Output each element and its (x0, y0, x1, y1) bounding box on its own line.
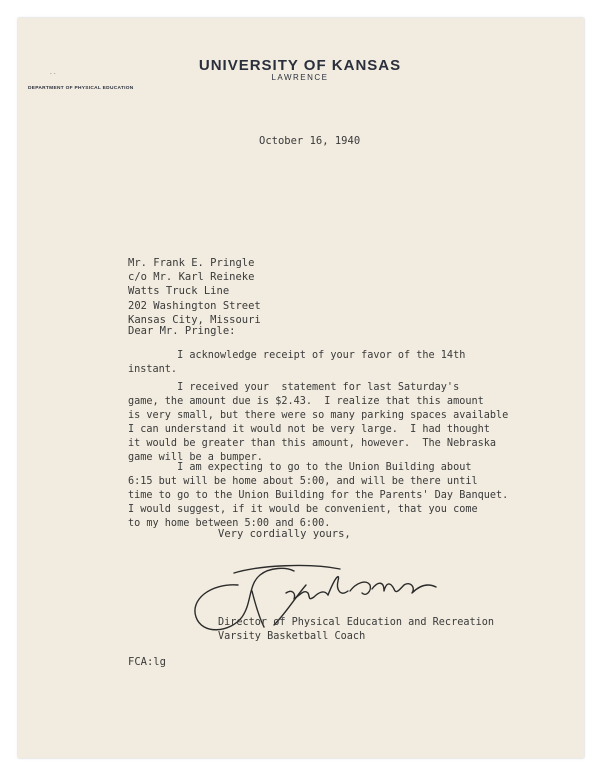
text-line: 6:15 but will be home about 5:00, and will be there until (128, 476, 478, 487)
reference-initials: FCA:lg (128, 656, 166, 668)
body-paragraph-1 (128, 349, 465, 377)
text-line: is very small, but there were so many parking spaces available (128, 410, 509, 421)
text-line: I am expecting to go to the Union Building about (128, 462, 472, 473)
address-line: Watts Truck Line (128, 285, 230, 298)
address-line: 202 Washington Street (128, 299, 261, 312)
body-paragraph-3 (128, 461, 508, 531)
letter-date: October 16, 1940 (259, 135, 361, 147)
punch-marks: · · (50, 71, 56, 78)
recipient-address (128, 256, 261, 327)
body-paragraph-2 (128, 381, 508, 465)
text-line: instant. (128, 364, 178, 375)
text-line: to my home between 5:00 and 6:00. (128, 518, 331, 529)
address-line: Mr. Frank E. Pringle (128, 257, 255, 269)
text-line: I would suggest, if it would be convenient, that you come (128, 504, 478, 515)
signer-title: Director of Physical Education and Recreation (218, 617, 495, 628)
address-line: c/o Mr. Karl Reineke (128, 271, 255, 284)
text-line: game will be a bumper. (128, 452, 263, 463)
text-line: I acknowledge receipt of your favor of the 14th (128, 350, 466, 361)
closing: Very cordially yours, (218, 528, 351, 540)
letterhead-university: UNIVERSITY OF KANSAS (198, 57, 402, 74)
text-line: it would be greater than this amount, however. The Nebraska (128, 438, 497, 449)
salutation: Dear Mr. Pringle: (128, 325, 236, 337)
text-line: I can understand it would not be very large. I had thought (128, 424, 490, 435)
letterhead-city: LAWRENCE (271, 73, 329, 82)
letterhead-department: DEPARTMENT OF PHYSICAL EDUCATION (28, 86, 134, 91)
text-line: I received your statement for last Saturday's (128, 382, 460, 393)
text-line: time to go to the Union Building for the Parents' Day Banquet. (128, 490, 509, 501)
text-line: game, the amount due is $2.43. I realize that this amount (128, 396, 484, 407)
address-line: Kansas City, Missouri (128, 313, 261, 326)
signer-coach-title: Varsity Basketball Coach (218, 631, 366, 642)
